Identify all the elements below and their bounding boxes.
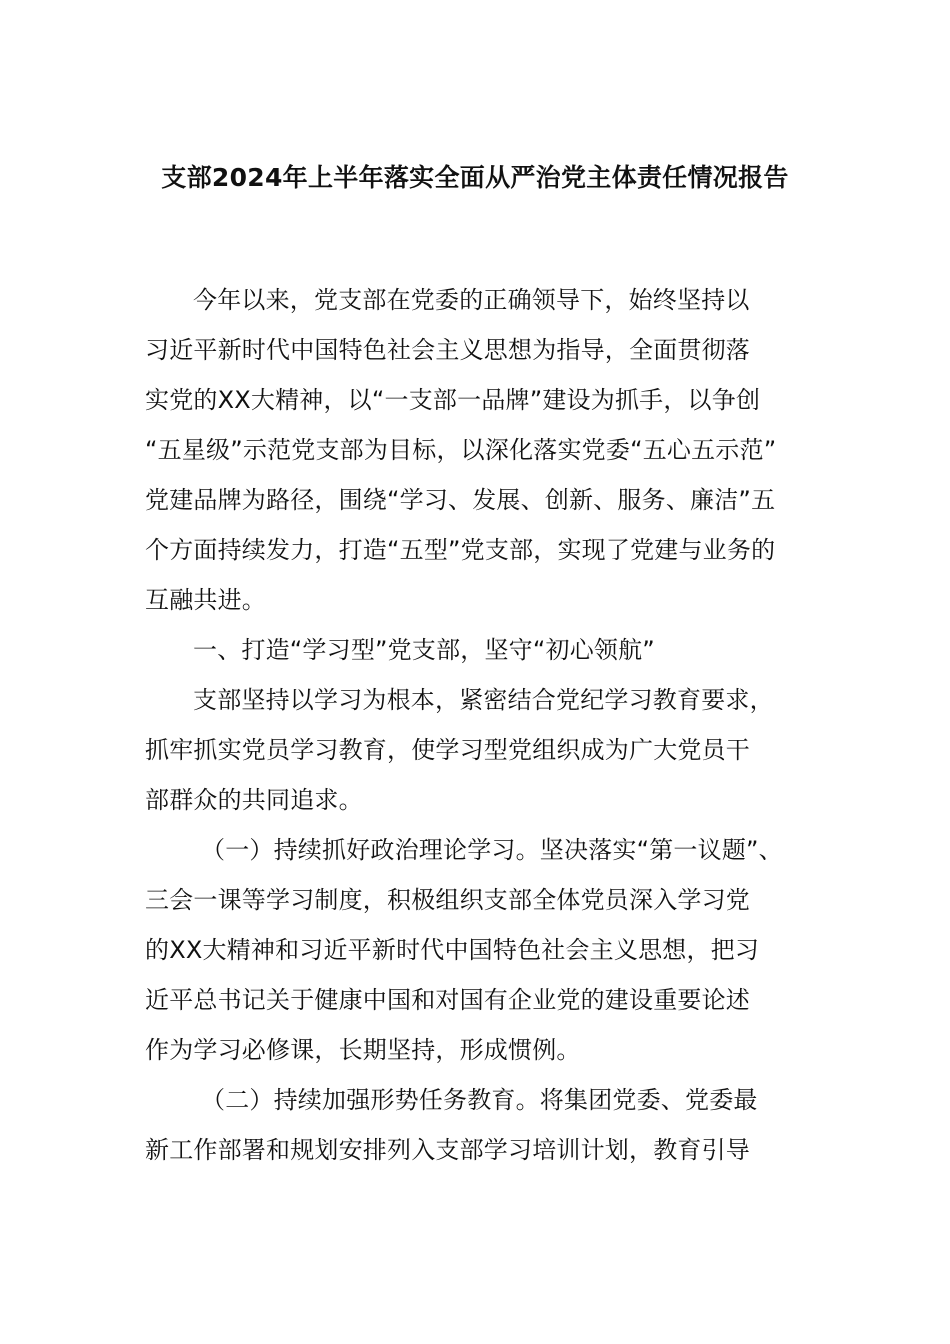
text-line: 部群众的共同追求。 (145, 786, 363, 814)
text-line: 个方面持续发力，打造“五型”党支部，实现了党建与业务的 (145, 536, 776, 564)
text-line: 一、打造“学习型”党支部，坚守“初心领航” (193, 636, 655, 664)
text-line: 支部坚持以学习为根本，紧密结合党纪学习教育要求， (193, 686, 774, 714)
text-line: （二）持续加强形势任务教育。将集团党委、党委最 (201, 1086, 758, 1114)
paragraph-intro (145, 275, 815, 625)
document-body (145, 275, 815, 1175)
text-line: 作为学习必修课，长期坚持，形成惯例。 (145, 1036, 581, 1064)
text-line: “五星级”示范党支部为目标，以深化落实党委“五心五示范” (145, 436, 777, 464)
text-line: 习近平新时代中国特色社会主义思想为指导，全面贯彻落 (145, 336, 750, 364)
text-line: 互融共进。 (145, 586, 266, 614)
text-line: 今年以来，党支部在党委的正确领导下，始终坚持以 (193, 286, 750, 314)
text-line: 的XX大精神和习近平新时代中国特色社会主义思想，把习 (145, 936, 760, 964)
section-heading (145, 625, 815, 675)
paragraph-subitem-1 (145, 825, 815, 1075)
text-line: 三会一课等学习制度，积极组织支部全体党员深入学习党 (145, 886, 750, 914)
document-title: 支部2024年上半年落实全面从严治党主体责任情况报告 (161, 163, 789, 192)
paragraph-subitem-2 (145, 1075, 815, 1175)
text-line: 党建品牌为路径，围绕“学习、发展、创新、服务、廉洁”五 (145, 486, 776, 514)
paragraph-section-intro (145, 675, 815, 825)
text-line: 新工作部署和规划安排列入支部学习培训计划，教育引导 (145, 1136, 750, 1164)
text-line: （一）持续抓好政治理论学习。坚决落实“第一议题”、 (201, 836, 783, 864)
text-line: 实党的XX大精神，以“一支部一品牌”建设为抓手，以争创 (145, 386, 761, 414)
text-line: 抓牢抓实党员学习教育，使学习型党组织成为广大党员干 (145, 736, 750, 764)
text-line: 近平总书记关于健康中国和对国有企业党的建设重要论述 (145, 986, 750, 1014)
